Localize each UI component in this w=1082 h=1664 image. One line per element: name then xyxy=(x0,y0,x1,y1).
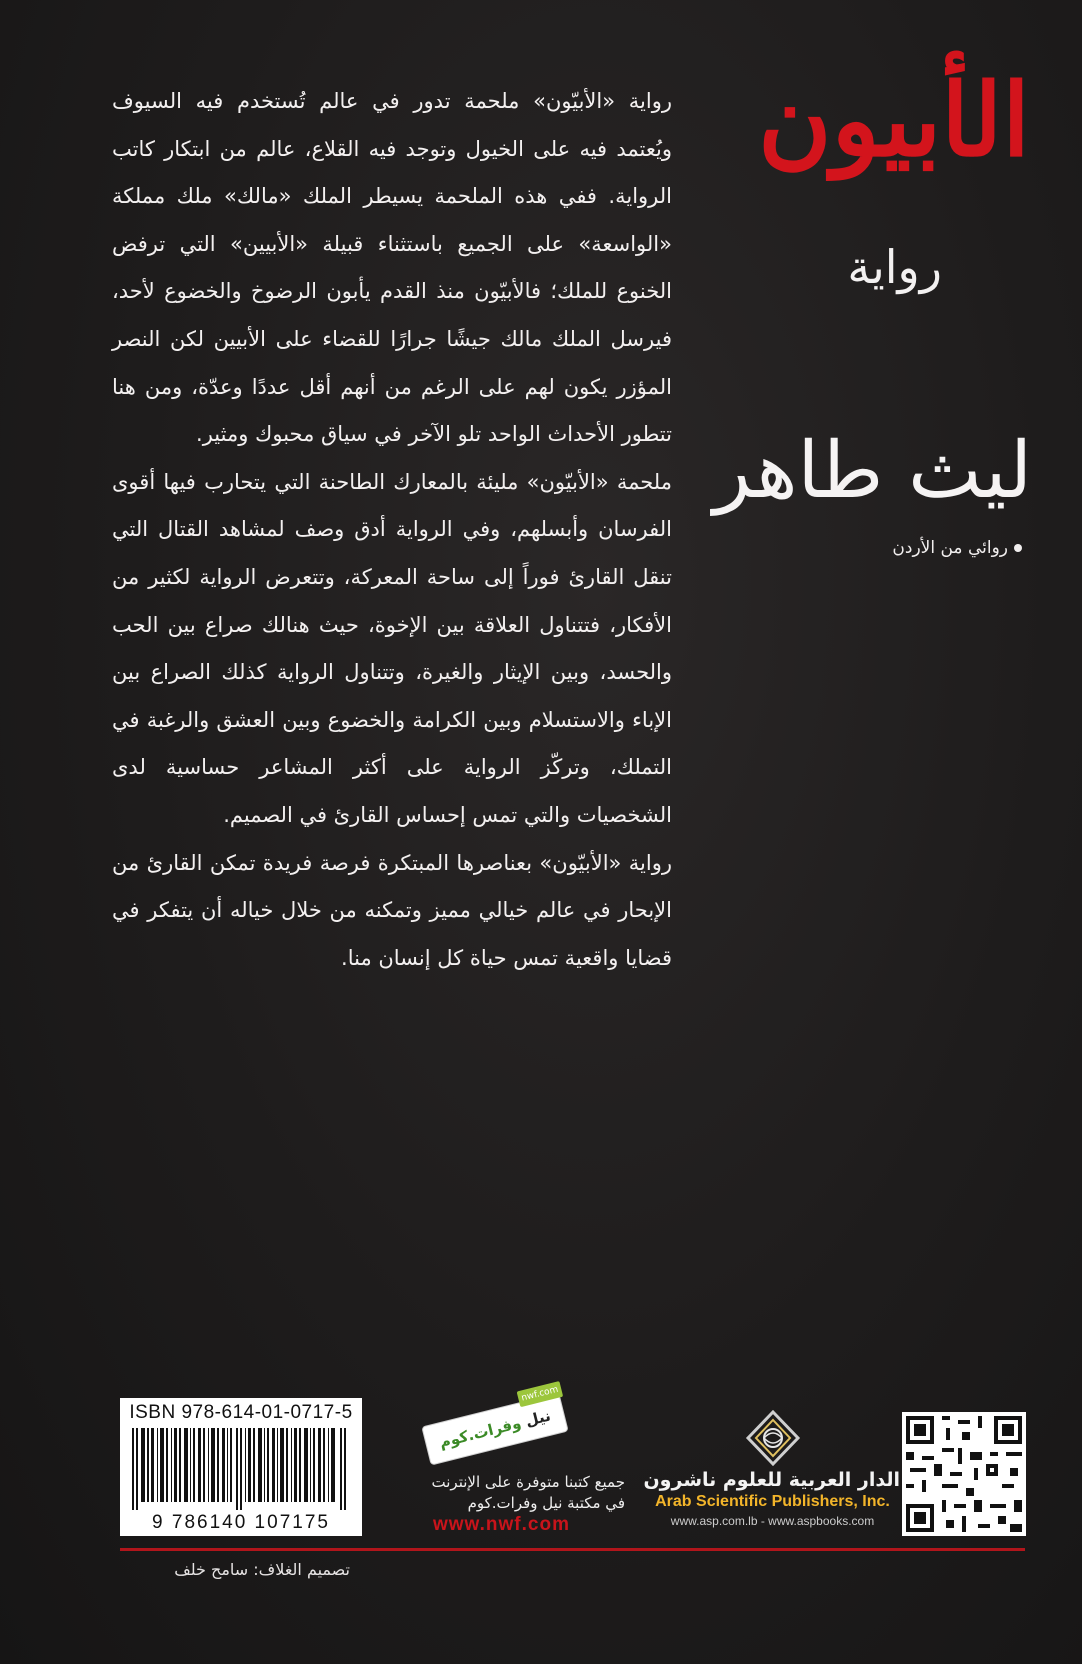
publisher-block xyxy=(645,1410,900,1540)
publisher-emblem-icon xyxy=(744,1410,802,1466)
cover-design-credit: تصميم الغلاف: سامح خلف xyxy=(174,1560,350,1579)
isbn-barcode xyxy=(120,1398,362,1536)
publisher-name-english: Arab Scientific Publishers, Inc. xyxy=(655,1493,890,1510)
blurb-paragraph-2: ملحمة «الأبيّون» مليئة بالمعارك الطاحنة التي يتحارب فيها أقوى الفرسان وأبسلهم، وفي الرواية أدق وصف لمشاهد القتال التي تنقل القارئ فوراً إلى ساحة المعركة، وتتعرض الرواية لكثير من الأفكار، فتتناول العلاقة بين الإخوة، حيث هنالك صراع بين الحب والحسد، وبين الإيثار والغيرة، وتتناول الرواية كذلك الصراع بين الإباء والاستسلام وبين الكرامة والخضوع وبين العشق والرغبة في التملك، وتركّز الرواية على أكثر المشاعر حساسية لدى الشخصيات والتي تمس إحساس القارئ في الصميم. xyxy=(112,469,672,827)
blurb-paragraph-1: رواية «الأبيّون» ملحمة تدور في عالم تُستخدم فيه السيوف ويُعتمد فيه على الخيول وتوجد فيه القلاع، عالم من ابتكار كاتب الرواية. ففي هذه الملحمة يسيطر الملك «مالك» ملك مملكة «الواسعة» على الجميع باستثناء قبيلة «الأبيين» التي ترفض الخنوع للملك؛ فالأبيّون منذ القدم يأبون الرضوخ والخضوع لأحد، فيرسل الملك مالك جيشًا جرارًا للقضاء على الأبيين لكن النصر المؤزر يكون لهم على الرغم من أنهم أقل عددًا وعدّة، ومن هنا تتطور الأحداث الواحد تلو الآخر في سياق محبوك ومثير. xyxy=(112,89,672,447)
footer-divider xyxy=(120,1548,1025,1551)
nwf-logo-tab: nwf.com xyxy=(517,1381,564,1407)
nwf-logo xyxy=(422,1384,567,1465)
genre-label: رواية xyxy=(847,240,942,294)
nwf-logo-suffix: وفرات xyxy=(471,1413,523,1444)
blurb xyxy=(112,78,672,982)
retailer-block xyxy=(395,1384,625,1540)
isbn-label: ISBN 978-614-01-0717-5 xyxy=(129,1402,353,1423)
publisher-name-arabic: الدار العربية للعلوم ناشرون xyxy=(643,1469,900,1491)
author-name: ليث طاهر xyxy=(713,426,1032,516)
retailer-url[interactable]: www.nwf.com xyxy=(433,1514,570,1535)
barcode-icon xyxy=(130,1428,352,1510)
publisher-websites[interactable]: www.asp.com.lb - www.aspbooks.com xyxy=(670,1514,875,1528)
barcode-digits: 9 786140 107175 xyxy=(152,1512,330,1533)
book-title: الأبيون xyxy=(758,61,1030,179)
bullet-icon xyxy=(1014,544,1022,552)
nwf-logo-domain: .كوم xyxy=(437,1425,476,1452)
blurb-paragraph-3: رواية «الأبيّون» بعناصرها المبتكرة فرصة فريدة تمكن القارئ من الإبحار في عالم خيالي مميز وتمكنه من خلال خياله أن يتفكر في قضايا واقعية تمس حياة كل إنسان منا. xyxy=(112,850,672,970)
retailer-line-1: جميع كتبنا متوفرة على الإنترنت xyxy=(431,1473,625,1491)
author-note xyxy=(772,538,1022,558)
nwf-logo-prefix: نيل xyxy=(523,1406,553,1431)
retailer-line-2: في مكتبة نيل وفرات.كوم xyxy=(467,1494,625,1512)
qr-code-icon xyxy=(902,1412,1026,1536)
author-note-text: روائي من الأردن xyxy=(892,538,1008,558)
